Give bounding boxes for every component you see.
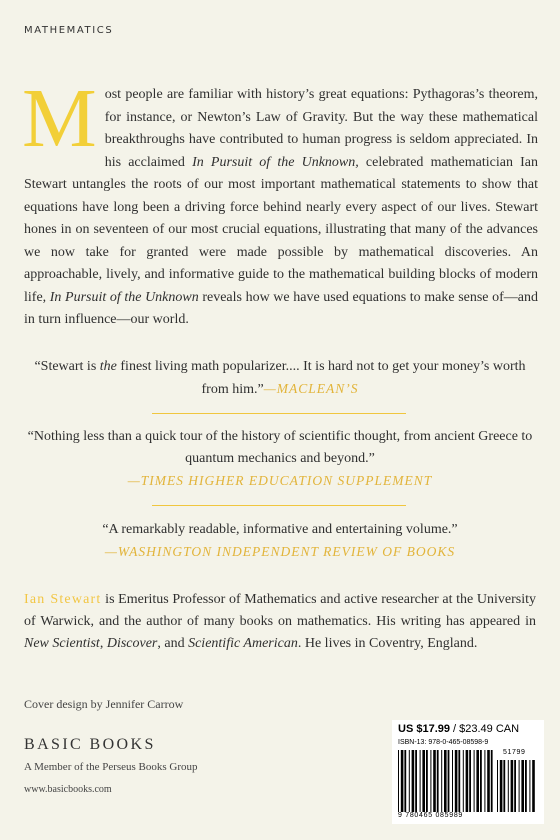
barcode-bar [455, 750, 458, 812]
review-quote-times-higher-ed [24, 426, 536, 492]
cover-design-credit: Cover design by Jennifer Carrow [24, 697, 184, 711]
barcode-bar [511, 760, 514, 812]
isbn-barcode [398, 750, 494, 812]
quote-source: —WASHINGTON INDEPENDENT REVIEW OF BOOKS [104, 544, 456, 559]
publication-discover: Discover [106, 636, 158, 651]
divider-rule [152, 413, 406, 414]
barcode-bar [508, 760, 509, 812]
barcode-bar [521, 760, 524, 812]
barcode-bar [433, 750, 436, 812]
barcode-bar [420, 750, 421, 812]
price-us: US $17.99 [398, 723, 450, 735]
barcode-bar [437, 750, 439, 812]
barcode-bar [500, 760, 503, 812]
blurb-paragraph [22, 72, 539, 332]
review-quote-washington-independent [24, 519, 536, 563]
author-bio-text-1: is Emeritus Professor of Mathematics and active researcher at the University of Warwick, and the author of many books on mathematics. His writing has appeared in [24, 592, 537, 629]
barcode-bar [476, 750, 479, 812]
publisher-url: www.basicbooks.com [24, 784, 112, 795]
barcode-bar [430, 750, 431, 812]
barcode-bar [409, 750, 410, 812]
barcode-bar [415, 750, 417, 812]
quote-text: “Nothing less than a quick tour of the history of scientific thought, from ancient Greece to quantum mechanics and beyond.” [27, 429, 533, 466]
barcode-bar [497, 760, 498, 812]
price-code-digits: 51799 [503, 749, 526, 756]
barcode-bar [441, 750, 442, 812]
barcode-bar [448, 750, 450, 812]
isbn-number: ISBN-13: 978-0-465-08598-9 [398, 739, 489, 746]
price-barcode [497, 760, 537, 812]
publisher-name: BASIC BOOKS [24, 736, 156, 753]
barcode-bar [519, 760, 520, 812]
quote-text-post: finest living math popularizer.... It is hard not to get your money’s worth from him.” [116, 359, 526, 397]
barcode-bar [398, 750, 399, 812]
publisher-member-line: A Member of the Perseus Books Group [24, 761, 198, 773]
barcode-bar [422, 750, 425, 812]
category-label: MATHEMATICS [24, 25, 114, 36]
barcode-bar [404, 750, 406, 812]
quote-source: —MACLEAN’S [263, 381, 359, 396]
quote-text-emphasis: the [99, 359, 117, 374]
blurb-text-1: ost people are familiar with history’s great equations: Pythagoras’s theorem, for instance, or Newton’s Law of Gravity. But the way these mathematical breakthroughs have contributed to human progress is seldom appreciated. In his acclaimed [104, 87, 538, 170]
barcode-bar [514, 760, 516, 812]
blurb-text-2: celebrated mathematician Ian Stewart untangles the roots of our most important mathematical statements to show that equations have long been a driving force behind nearly every aspect of our lives. Stewart hones in on seventeen of our most crucial equations, illustrating that many of the advances we now take for granted were made possible by mathematical discoveries. An approachable, lively, and informative guide to the mathematical building blocks of modern life, [24, 154, 539, 305]
publication-scientific-american: Scientific American [188, 636, 298, 651]
barcode-bar [503, 760, 505, 812]
review-quote-macleans [24, 356, 536, 401]
author-bio-separator: , and [157, 636, 189, 651]
divider-rule [152, 505, 406, 506]
barcode-bar [426, 750, 428, 812]
author-name: Ian Stewart [24, 592, 102, 607]
barcode-bar [401, 750, 404, 812]
author-bio-separator: , [99, 636, 107, 651]
barcode-bar [484, 750, 485, 812]
barcode-bar [487, 750, 490, 812]
barcode-bar [469, 750, 471, 812]
price-label [398, 723, 519, 735]
author-bio [24, 589, 536, 655]
barcode-bar [466, 750, 469, 812]
blurb-title-2: In Pursuit of the Unknown [49, 289, 199, 305]
ean-digits: 9 780465 085989 [398, 812, 463, 819]
barcode-bar [532, 760, 535, 812]
barcode-bar [525, 760, 527, 812]
barcode-bar [444, 750, 447, 812]
quote-text: “A remarkably readable, informative and entertaining volume.” [102, 522, 458, 537]
barcode-bar [458, 750, 460, 812]
price-can: / $23.49 CAN [449, 723, 520, 735]
barcode-bar [463, 750, 464, 812]
barcode-bar [412, 750, 415, 812]
barcode-bar [452, 750, 453, 812]
blurb-title-1: In Pursuit of the Unknown, [192, 154, 359, 170]
blurb-text-3: reveals how we have used equations to make sense of—and in turn influence—our world. [24, 289, 539, 327]
barcode-bar [480, 750, 482, 812]
publication-new-scientist: New Scientist [24, 636, 100, 651]
barcode-panel [392, 720, 544, 824]
author-bio-text-2: . He lives in Coventry, England. [297, 636, 478, 651]
barcode-bar [491, 750, 493, 812]
barcode-bar [529, 760, 530, 812]
barcode-bar [474, 750, 475, 812]
quote-text-pre: “Stewart is [34, 359, 100, 374]
drop-cap: M [22, 72, 97, 165]
quote-source: —TIMES HIGHER EDUCATION SUPPLEMENT [127, 473, 433, 488]
